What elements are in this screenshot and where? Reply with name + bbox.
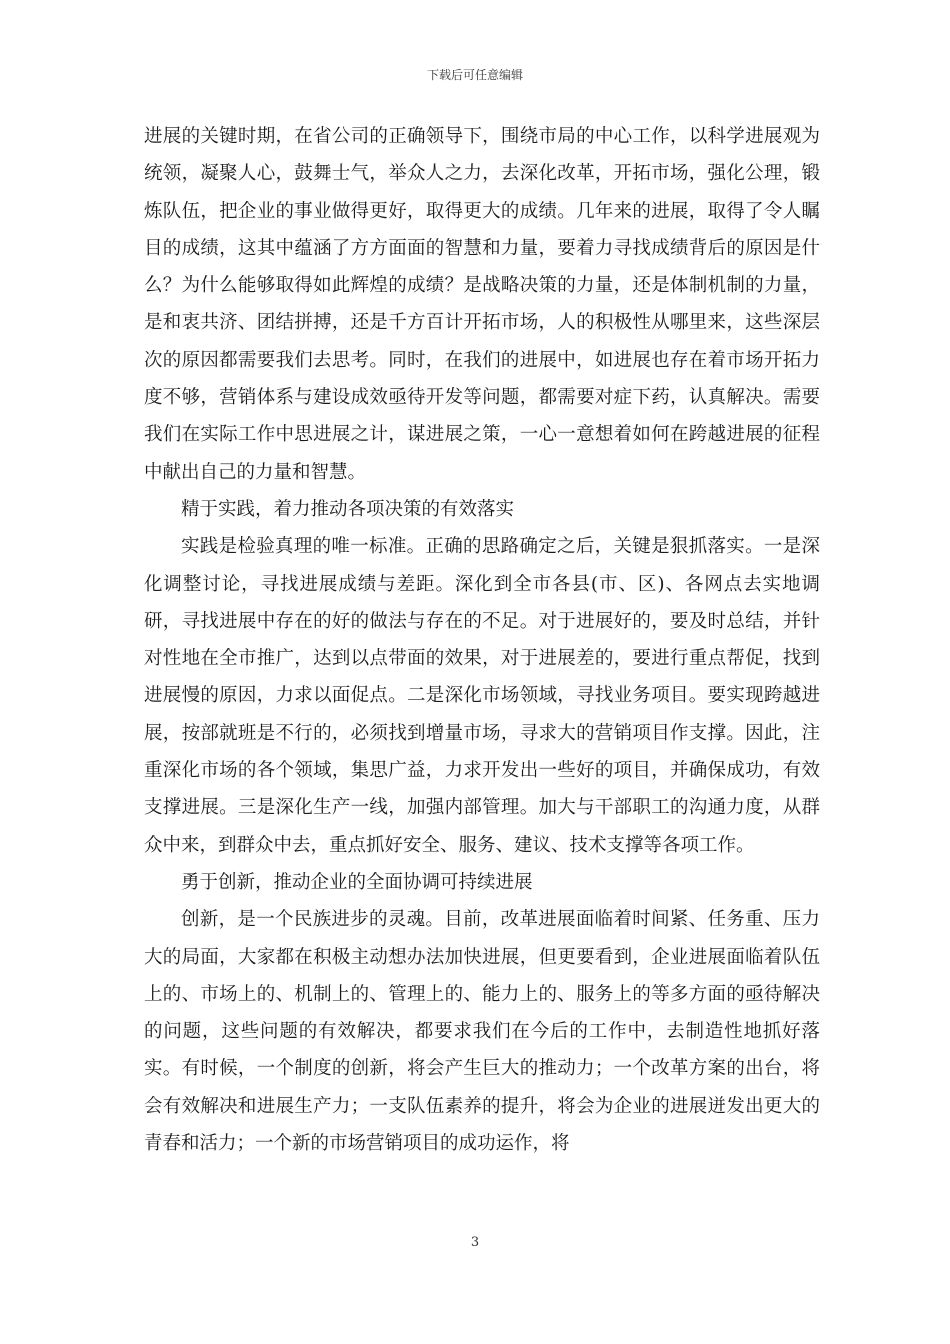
- page-header: 下载后可任意编辑: [426, 68, 523, 82]
- document-body: [144, 118, 820, 1162]
- paragraph-intro: 进展的关键时期，在省公司的正确领导下，围绕市局的中心工作，以科学进展观为统领，凝聚人心，鼓舞士气，举众人之力，去深化改革，开拓市场，强化公理，锻炼队伍，把企业的事业做得更好，取得更大的成绩。几年来的进展，取得了令人瞩目的成绩，这其中蕴涵了方方面面的智慧和力量，要着力寻找成绩背后的原因是什么？为什么能够取得如此辉煌的成绩？是战略决策的力量，还是体制机制的力量，是和衷共济、团结拼搏，还是千方百计开拓市场，人的积极性从哪里来，这些深层次的原因都需要我们去思考。同时，在我们的进展中，如进展也存在着市场开拓力度不够，营销体系与建设成效亟待开发等问题，都需要对症下药，认真解决。需要我们在实际工作中思进展之计，谋进展之策，一心一意想着如何在跨越进展的征程中献出自己的力量和智慧。: [144, 126, 820, 483]
- paragraph-practice: 实践是检验真理的唯一标准。正确的思路确定之后，关键是狠抓落实。一是深化调整讨论，寻找进展成绩与差距。深化到全市各县(市、区)、各网点去实地调研，寻找进展中存在的好的做法与存在的不足。对于进展好的，要及时总结，并针对性地在全市推广，达到以点带面的效果，对于进展差的，要进行重点帮促，找到进展慢的原因，力求以面促点。二是深化市场领域，寻找业务项目。要实现跨越进展，按部就班是不行的，必须找到增量市场，寻求大的营销项目作支撑。因此，注重深化市场的各个领域，集思广益，力求开发出一些好的项目，并确保成功，有效支撑进展。三是深化生产一线，加强内部管理。加大与干部职工的沟通力度，从群众中来，到群众中去，重点抓好安全、服务、建议、技术支撑等各项工作。: [144, 536, 820, 856]
- section-heading-practice: 精于实践，着力推动各项决策的有效落实: [181, 498, 515, 520]
- section-heading-innovation: 勇于创新，推动企业的全面协调可持续进展: [181, 871, 533, 893]
- page-number: 3: [470, 1235, 480, 1250]
- paragraph-innovation: 创新，是一个民族进步的灵魂。目前，改革进展面临着时间紧、任务重、压力大的局面，大家都在积极主动想办法加快进展，但更要看到，企业进展面临着队伍上的、市场上的、机制上的、管理上的、能力上的、服务上的等多方面的亟待解决的问题，这些问题的有效解决，都要求我们在今后的工作中，去制造性地抓好落实。有时候，一个制度的创新，将会产生巨大的推动力；一个改革方案的出台，将会有效解决和进展生产力；一支队伍素养的提升，将会为企业的进展迸发出更大的青春和活力；一个新的市场营销项目的成功运作，将: [144, 909, 820, 1155]
